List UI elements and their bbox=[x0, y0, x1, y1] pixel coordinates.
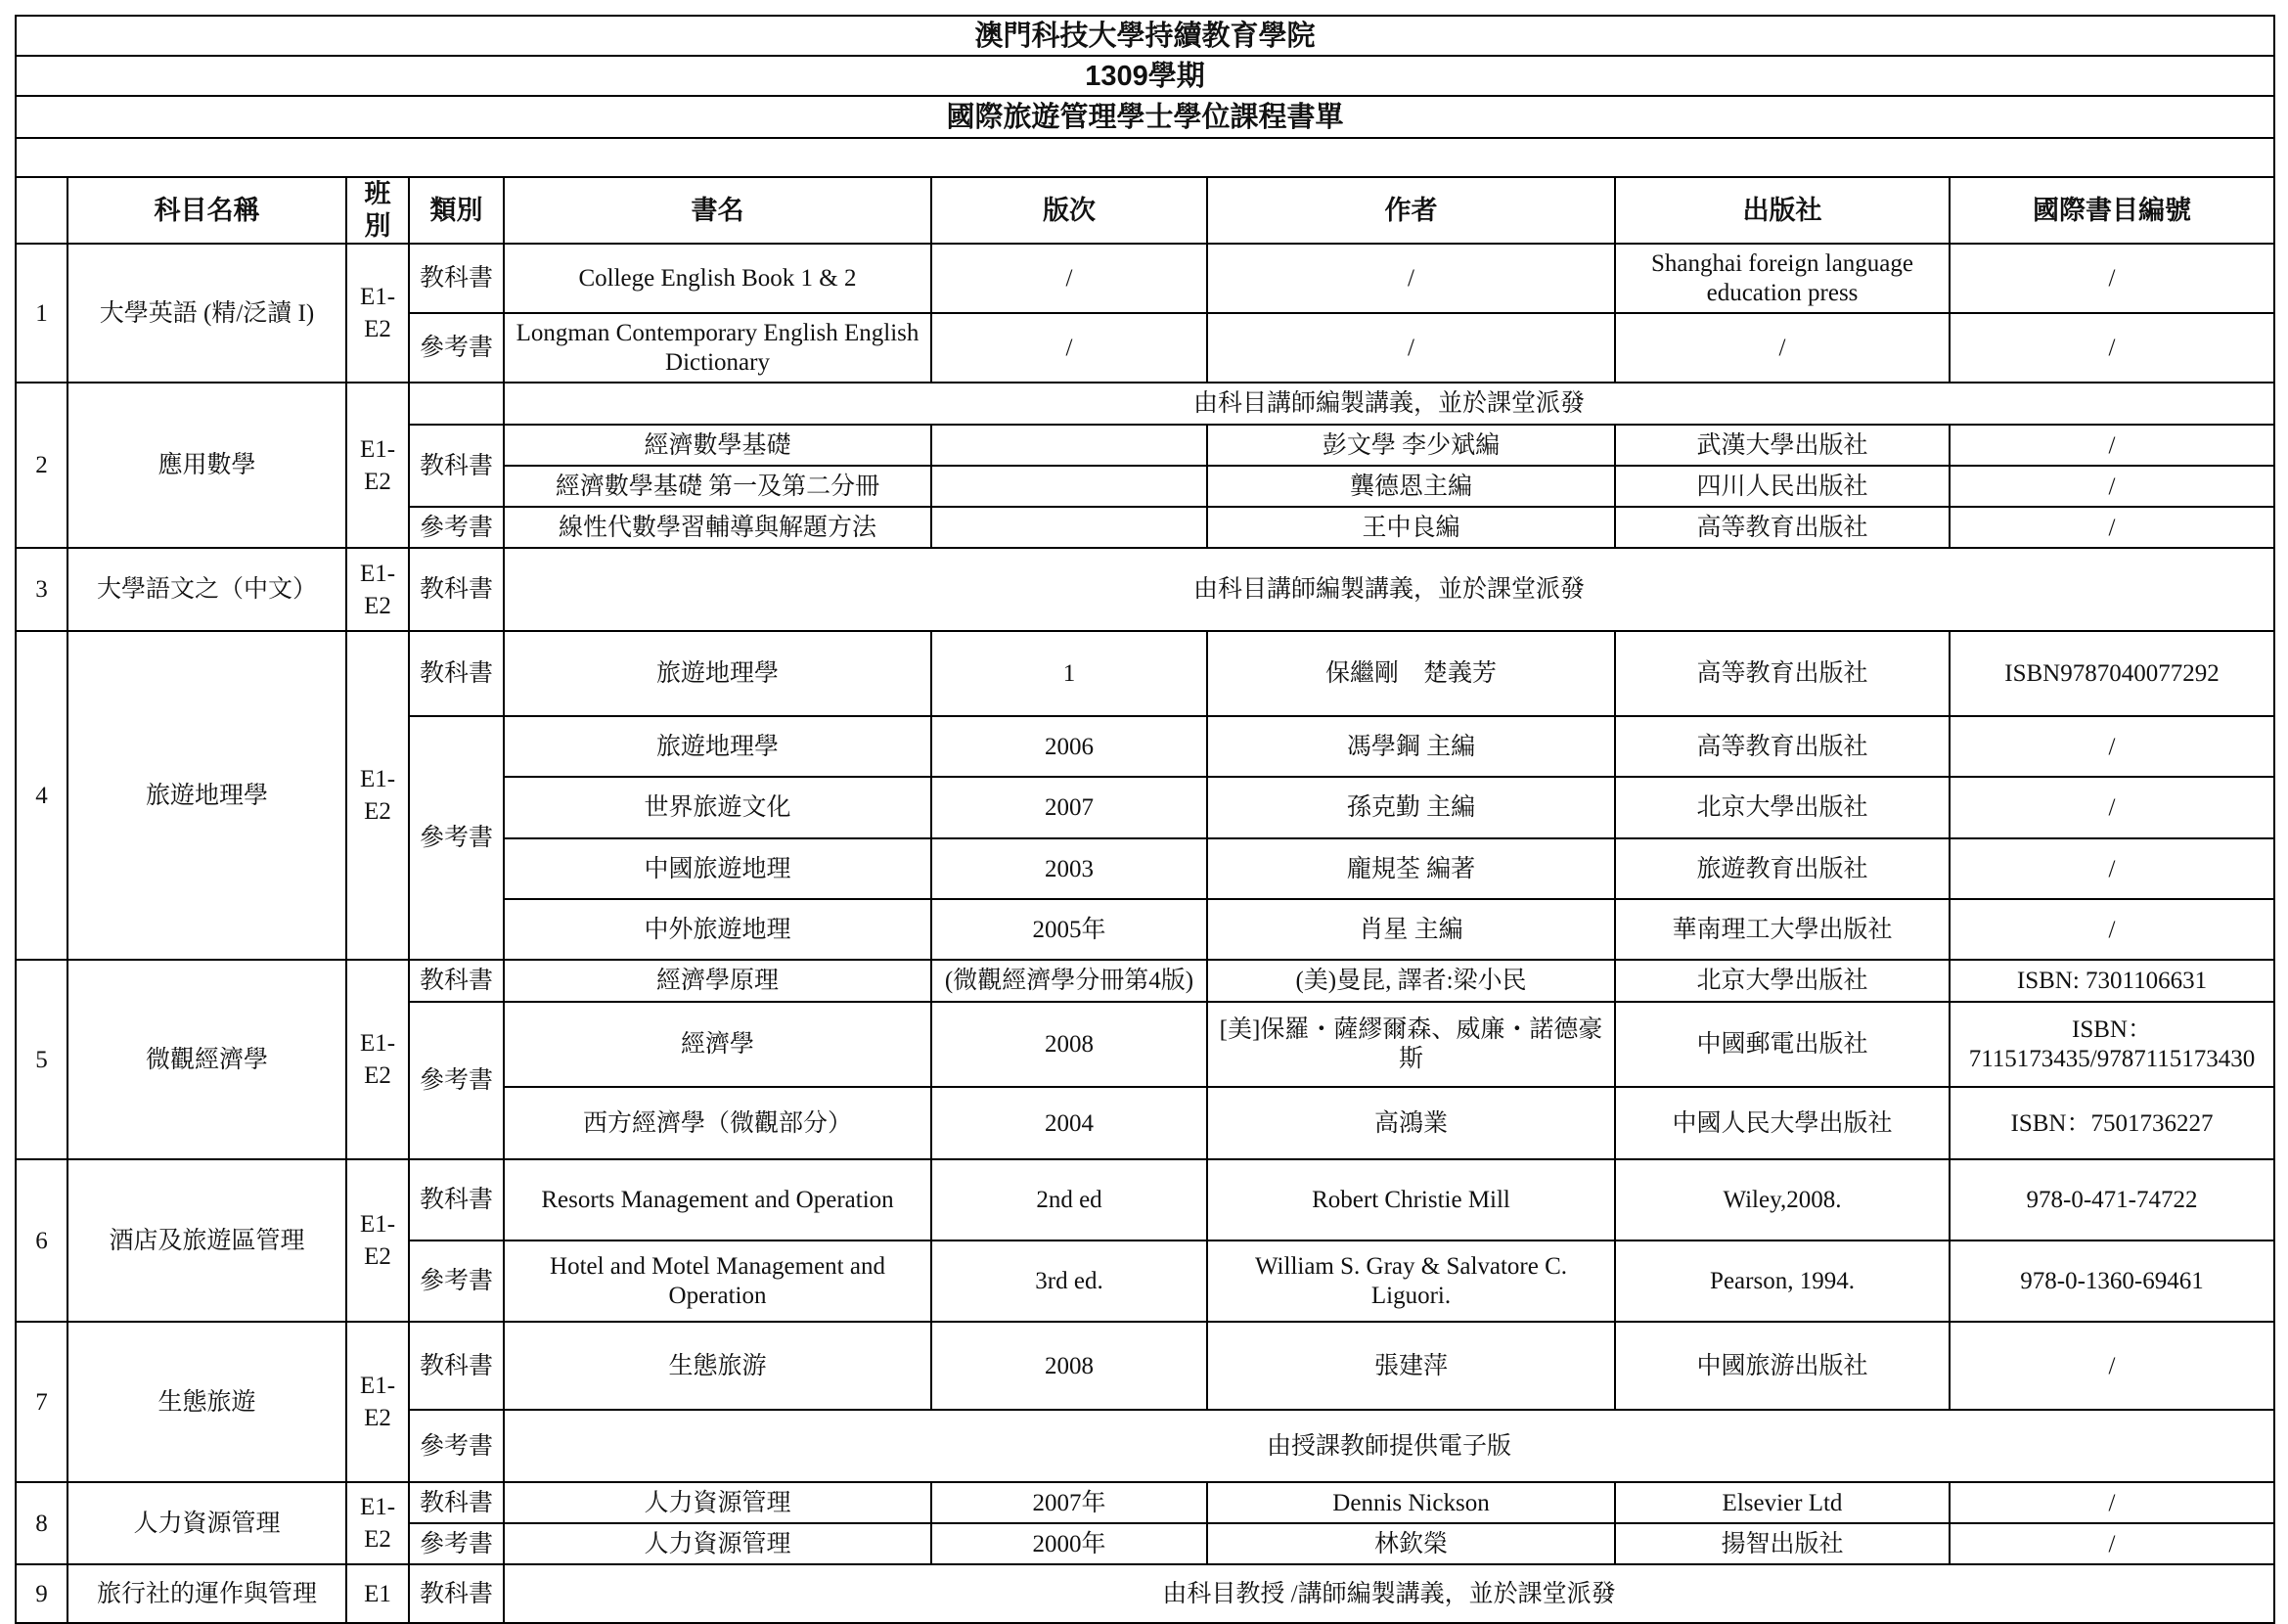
book-edition: 2006 bbox=[931, 716, 1207, 777]
course-class: E1 bbox=[346, 1564, 409, 1623]
book-edition: 2000年 bbox=[931, 1523, 1207, 1564]
header-index bbox=[16, 177, 67, 244]
book-edition: 2005年 bbox=[931, 899, 1207, 960]
book-publisher: Elsevier Ltd bbox=[1615, 1482, 1950, 1523]
course-name: 旅遊地理學 bbox=[67, 631, 346, 960]
book-type: 教科書 bbox=[409, 1482, 504, 1523]
book-edition: / bbox=[931, 313, 1207, 383]
book-title: College English Book 1 & 2 bbox=[504, 244, 931, 313]
course-class: E1-E2 bbox=[346, 1159, 409, 1322]
book-publisher: 高等教育出版社 bbox=[1615, 507, 1950, 548]
book-publisher: 高等教育出版社 bbox=[1615, 716, 1950, 777]
book-type bbox=[409, 383, 504, 425]
book-author: 龐規荃 編著 bbox=[1207, 838, 1615, 899]
book-author: (美)曼昆, 譯者:梁小民 bbox=[1207, 960, 1615, 1002]
book-isbn: ISBN：7501736227 bbox=[1950, 1087, 2274, 1159]
book-edition: / bbox=[931, 244, 1207, 313]
book-edition bbox=[931, 466, 1207, 507]
book-title: 西方經濟學（微觀部分） bbox=[504, 1087, 931, 1159]
book-publisher: 中國旅游出版社 bbox=[1615, 1322, 1950, 1410]
book-author: 孫克勤 主編 bbox=[1207, 777, 1615, 838]
book-type: 參考書 bbox=[409, 1002, 504, 1159]
course-note: 由授課教師提供電子版 bbox=[504, 1410, 2274, 1482]
book-title: 經濟學原理 bbox=[504, 960, 931, 1002]
book-isbn: / bbox=[1950, 1523, 2274, 1564]
course-class: E1-E2 bbox=[346, 631, 409, 960]
book-type: 參考書 bbox=[409, 1241, 504, 1322]
book-edition: 2008 bbox=[931, 1322, 1207, 1410]
book-publisher: 旅遊教育出版社 bbox=[1615, 838, 1950, 899]
course-number: 7 bbox=[16, 1322, 67, 1482]
book-isbn: / bbox=[1950, 716, 2274, 777]
book-author: William S. Gray & Salvatore C. Liguori. bbox=[1207, 1241, 1615, 1322]
book-edition: 2007 bbox=[931, 777, 1207, 838]
book-isbn: ISBN9787040077292 bbox=[1950, 631, 2274, 716]
book-title: 旅遊地理學 bbox=[504, 716, 931, 777]
table-row bbox=[16, 631, 2274, 716]
semester-title: 1309學期 bbox=[16, 56, 2274, 96]
header-isbn: 國際書目編號 bbox=[1950, 177, 2274, 244]
book-title: 中國旅遊地理 bbox=[504, 838, 931, 899]
course-number: 9 bbox=[16, 1564, 67, 1623]
header-subject: 科目名稱 bbox=[67, 177, 346, 244]
book-title: 人力資源管理 bbox=[504, 1482, 931, 1523]
book-edition: 3rd ed. bbox=[931, 1241, 1207, 1322]
book-publisher: 華南理工大學出版社 bbox=[1615, 899, 1950, 960]
book-isbn: / bbox=[1950, 244, 2274, 313]
book-author: Dennis Nickson bbox=[1207, 1482, 1615, 1523]
book-edition: 2007年 bbox=[931, 1482, 1207, 1523]
book-publisher: 高等教育出版社 bbox=[1615, 631, 1950, 716]
book-isbn: / bbox=[1950, 899, 2274, 960]
book-title: Longman Contemporary English English Dictionary bbox=[504, 313, 931, 383]
table-row bbox=[16, 960, 2274, 1002]
table-row bbox=[16, 244, 2274, 313]
book-publisher: Shanghai foreign language education press bbox=[1615, 244, 1950, 313]
book-title: 世界旅遊文化 bbox=[504, 777, 931, 838]
blank-row bbox=[16, 138, 2274, 177]
book-publisher: 中國人民大學出版社 bbox=[1615, 1087, 1950, 1159]
book-author: 彭文學 李少斌編 bbox=[1207, 425, 1615, 466]
table-row bbox=[16, 383, 2274, 425]
course-number: 1 bbox=[16, 244, 67, 383]
book-isbn: 978-0-471-74722 bbox=[1950, 1159, 2274, 1241]
book-publisher: 揚智出版社 bbox=[1615, 1523, 1950, 1564]
institute-title: 澳門科技大學持續教育學院 bbox=[16, 16, 2274, 56]
book-type: 教科書 bbox=[409, 1564, 504, 1623]
header-book: 書名 bbox=[504, 177, 931, 244]
program-title: 國際旅遊管理學士學位課程書單 bbox=[16, 96, 2274, 138]
booklist-table bbox=[15, 15, 2275, 1624]
course-name: 旅行社的運作與管理 bbox=[67, 1564, 346, 1623]
book-title: 經濟數學基礎 bbox=[504, 425, 931, 466]
book-publisher: Pearson, 1994. bbox=[1615, 1241, 1950, 1322]
course-class: E1-E2 bbox=[346, 383, 409, 548]
book-edition: 2008 bbox=[931, 1002, 1207, 1087]
book-edition: 1 bbox=[931, 631, 1207, 716]
course-number: 2 bbox=[16, 383, 67, 548]
book-author: 張建萍 bbox=[1207, 1322, 1615, 1410]
course-name: 生態旅遊 bbox=[67, 1322, 346, 1482]
course-number: 6 bbox=[16, 1159, 67, 1322]
book-publisher: Wiley,2008. bbox=[1615, 1159, 1950, 1241]
course-class: E1-E2 bbox=[346, 244, 409, 383]
book-type: 教科書 bbox=[409, 1322, 504, 1410]
book-author: / bbox=[1207, 244, 1615, 313]
book-title: Hotel and Motel Management and Operation bbox=[504, 1241, 931, 1322]
course-note: 由科目講師編製講義，並於課堂派發 bbox=[504, 383, 2274, 425]
book-type: 參考書 bbox=[409, 1523, 504, 1564]
book-type: 教科書 bbox=[409, 244, 504, 313]
course-note: 由科目教授 /講師編製講義，並於課堂派發 bbox=[504, 1564, 2274, 1623]
course-class: E1-E2 bbox=[346, 548, 409, 631]
book-author: 高鴻業 bbox=[1207, 1087, 1615, 1159]
book-title: 中外旅遊地理 bbox=[504, 899, 931, 960]
book-edition bbox=[931, 425, 1207, 466]
book-publisher: 北京大學出版社 bbox=[1615, 777, 1950, 838]
book-isbn: / bbox=[1950, 313, 2274, 383]
book-title: 人力資源管理 bbox=[504, 1523, 931, 1564]
book-author: Robert Christie Mill bbox=[1207, 1159, 1615, 1241]
book-author: / bbox=[1207, 313, 1615, 383]
book-isbn: / bbox=[1950, 1322, 2274, 1410]
header-edition: 版次 bbox=[931, 177, 1207, 244]
book-type: 教科書 bbox=[409, 425, 504, 507]
book-title: 經濟學 bbox=[504, 1002, 931, 1087]
course-name: 大學英語 (精/泛讀 I) bbox=[67, 244, 346, 383]
book-isbn: / bbox=[1950, 507, 2274, 548]
table-row bbox=[16, 1322, 2274, 1410]
book-publisher: 北京大學出版社 bbox=[1615, 960, 1950, 1002]
course-number: 4 bbox=[16, 631, 67, 960]
book-isbn: / bbox=[1950, 1482, 2274, 1523]
book-isbn: / bbox=[1950, 466, 2274, 507]
book-author: 林欽榮 bbox=[1207, 1523, 1615, 1564]
book-type: 參考書 bbox=[409, 1410, 504, 1482]
book-publisher: 武漢大學出版社 bbox=[1615, 425, 1950, 466]
book-isbn: 978-0-1360-69461 bbox=[1950, 1241, 2274, 1322]
book-title: 線性代數學習輔導與解題方法 bbox=[504, 507, 931, 548]
book-publisher: 中國郵電出版社 bbox=[1615, 1002, 1950, 1087]
book-publisher: 四川人民出版社 bbox=[1615, 466, 1950, 507]
table-row bbox=[16, 1482, 2274, 1523]
book-type: 教科書 bbox=[409, 631, 504, 716]
course-name: 大學語文之（中文） bbox=[67, 548, 346, 631]
book-title: 生態旅游 bbox=[504, 1322, 931, 1410]
course-number: 8 bbox=[16, 1482, 67, 1564]
book-isbn: ISBN：7115173435/9787115173430 bbox=[1950, 1002, 2274, 1087]
table-row bbox=[16, 548, 2274, 631]
book-type: 參考書 bbox=[409, 716, 504, 960]
book-type: 參考書 bbox=[409, 313, 504, 383]
course-number: 5 bbox=[16, 960, 67, 1159]
course-class: E1-E2 bbox=[346, 1482, 409, 1564]
course-number: 3 bbox=[16, 548, 67, 631]
book-edition: 2nd ed bbox=[931, 1159, 1207, 1241]
book-type: 教科書 bbox=[409, 960, 504, 1002]
book-author: 王中良編 bbox=[1207, 507, 1615, 548]
book-isbn: / bbox=[1950, 425, 2274, 466]
book-author: [美]保羅・薩繆爾森、威廉・諾德豪斯 bbox=[1207, 1002, 1615, 1087]
book-isbn: ISBN: 7301106631 bbox=[1950, 960, 2274, 1002]
course-name: 人力資源管理 bbox=[67, 1482, 346, 1564]
book-edition bbox=[931, 507, 1207, 548]
book-title: 旅遊地理學 bbox=[504, 631, 931, 716]
header-publisher: 出版社 bbox=[1615, 177, 1950, 244]
header-author: 作者 bbox=[1207, 177, 1615, 244]
book-author: 肖星 主編 bbox=[1207, 899, 1615, 960]
course-name: 微觀經濟學 bbox=[67, 960, 346, 1159]
header-class: 班別 bbox=[346, 177, 409, 244]
book-title: Resorts Management and Operation bbox=[504, 1159, 931, 1241]
table-row bbox=[16, 1564, 2274, 1623]
course-note: 由科目講師編製講義，並於課堂派發 bbox=[504, 548, 2274, 631]
book-author: 保繼剛 楚義芳 bbox=[1207, 631, 1615, 716]
book-publisher: / bbox=[1615, 313, 1950, 383]
book-title: 經濟數學基礎 第一及第二分冊 bbox=[504, 466, 931, 507]
book-type: 教科書 bbox=[409, 548, 504, 631]
book-edition: 2004 bbox=[931, 1087, 1207, 1159]
book-edition: 2003 bbox=[931, 838, 1207, 899]
table-row bbox=[16, 1159, 2274, 1241]
course-class: E1-E2 bbox=[346, 960, 409, 1159]
book-isbn: / bbox=[1950, 777, 2274, 838]
book-edition: (微觀經濟學分冊第4版) bbox=[931, 960, 1207, 1002]
course-class: E1-E2 bbox=[346, 1322, 409, 1482]
header-type: 類別 bbox=[409, 177, 504, 244]
book-type: 參考書 bbox=[409, 507, 504, 548]
course-name: 應用數學 bbox=[67, 383, 346, 548]
book-author: 龔德恩主編 bbox=[1207, 466, 1615, 507]
book-type: 教科書 bbox=[409, 1159, 504, 1241]
course-name: 酒店及旅遊區管理 bbox=[67, 1159, 346, 1322]
book-isbn: / bbox=[1950, 838, 2274, 899]
book-author: 馮學鋼 主編 bbox=[1207, 716, 1615, 777]
column-header-row bbox=[16, 177, 2274, 244]
